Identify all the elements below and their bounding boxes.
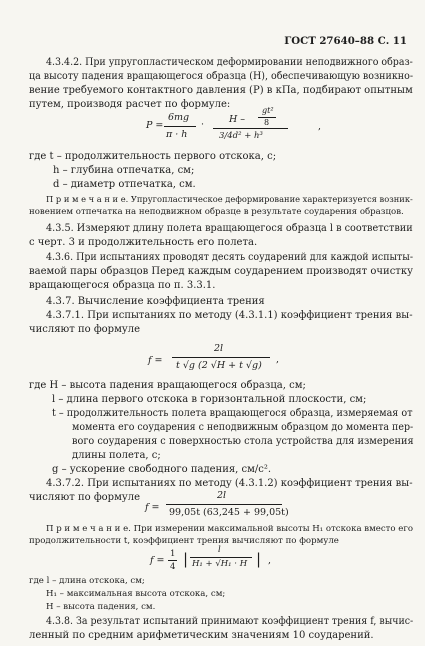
page-header: ГОСТ 27640–88 С. 11	[284, 35, 407, 47]
definition-line: H – высота падения, см.	[46, 602, 156, 612]
text-line: 4.3.6. При испытаниях проводят десять соударений для каждой испыты-	[46, 252, 414, 263]
definition-line: момента его соударения с неподвижным образцом до момента пер-	[72, 422, 414, 433]
text-line: 4.3.8. За результат испытаний принимают коэффициент трения f, вычис-	[46, 616, 414, 627]
text-line: вращающегося образца по п. 3.3.1.	[29, 280, 216, 291]
text-line: вение требуемого контактного давления (P) в кПа, подбирают опытным	[29, 85, 413, 96]
definition-line: t – продолжительность полета вращающегося образца, измеряемая от	[52, 408, 413, 419]
definition-line: где t – продолжительность первого отскока, с;	[29, 151, 277, 162]
definition-line: H₁ – максимальная высота отскока, см;	[46, 589, 226, 599]
section-title: 4.3.7. Вычисление коэффициента трения	[46, 296, 265, 307]
document-page: ГОСТ 27640–88 С. 11 4.3.4.2. При упругопластическом деформировании неподвижного образ- ца высоту падения вращающегося образца (H), обеспечивающую возникно- вение требуемого контактного давления (P) в кПа, подбирают опытным путем, производя расчет по формуле: P = 6mg π · h · H – gt² 8 3/4d² + h³ , где t – продолжительность первого отскока, с; h – глубина отпечатка, см; d – диаметр отпечатка, см. П р и м е ч а н и е. Упругопластическое деформирование характеризуется возник- новением отпечатка на неподвижном образце в результате соударения образцов. 4.3.5. Измеряют длину полета вращающегося образца l в соответствии с черт. 3 и продолжительность его полета. 4.3.6. При испытаниях проводят десять соударений для каждой испыты- ваемой пары образцов Перед каждым соударением производят очистку вращающегося образца по п. 3.3.1. 4.3.7. Вычисление коэффициента трения 4.3.7.1. При испытаниях по методу (4.3.1.1) коэффициент трения вы- числяют по формуле f = 2l t √g (2 √H + t √g) , где H – высота падения вращающегося образца, см; l – длина первого отскока в горизонтальной плоскости, см; t – продолжительность полета вращающегося образца, измеряемая от момента его соударения с неподвижным образцом до момента пер- вого соударения с поверхностью стола устройства для измерения длины полета, с; g – ускорение свободного падения, см/с². 4.3.7.2. При испытаниях по методу (4.3.1.2) коэффициент трения вы- числяют по формуле f = 2l 99,05t (63,245 + 99,05t) П р и м е ч а н и е. При измерении максимальной высоты H₁ отскока вместо его продолжительности t, коэффициент трения вычисляют по формуле f = 1 4 | l H₁ + √H₁ · H | , где l – длина отскока, см; H₁ – максимальная высота отскока, см; H – высота падения, см. 4.3.8. За результат испытаний принимают коэффициент трения f, вычис- ленный по средним арифметическим значениям 10 соударений.	[29, 35, 414, 641]
text-line: ленный по средним арифметическим значениям 10 соударений.	[29, 630, 374, 641]
text-line: числяют по формуле	[29, 324, 141, 335]
note-line: П р и м е ч а н и е. Упругопластическое деформирование характеризуется возник-	[46, 195, 413, 205]
text-line: путем, производя расчет по формуле:	[29, 99, 231, 110]
note-line: П р и м е ч а н и е. При измерении максимальной высоты H₁ отскока вместо его	[46, 524, 413, 534]
definition-line: d – диаметр отпечатка, см.	[53, 179, 196, 190]
definition-line: где H – высота падения вращающегося образца, см;	[29, 380, 306, 391]
text-line: ца высоту падения вращающегося образца (H), обеспечивающую возникно-	[29, 71, 414, 82]
note-line: новением отпечатка на неподвижном образце в результате соударения образцов.	[29, 207, 404, 217]
text-line: 4.3.7.1. При испытаниях по методу (4.3.1.1) коэффициент трения вы-	[46, 310, 413, 321]
definition-line: l – длина первого отскока в горизонтальной плоскости, см;	[52, 394, 367, 405]
text-line: с черт. 3 и продолжительность его полета.	[29, 237, 258, 248]
text-line: 4.3.4.2. При упругопластическом деформировании неподвижного образ-	[46, 57, 413, 68]
text-line: 4.3.7.2. При испытаниях по методу (4.3.1.2) коэффициент трения вы-	[46, 478, 413, 489]
text-line: ваемой пары образцов Перед каждым соударением производят очистку	[29, 266, 413, 277]
text-line: числяют по формуле	[29, 492, 141, 503]
note-line: продолжительности t, коэффициент трения вычисляют по формуле	[29, 536, 339, 546]
definition-line: вого соударения с поверхностью стола устройства для измерения	[72, 436, 414, 447]
text-line: 4.3.5. Измеряют длину полета вращающегося образца l в соответствии	[46, 223, 413, 234]
definition-line: где l – длина отскока, см;	[29, 576, 145, 586]
definition-line: длины полета, с;	[72, 450, 161, 461]
definition-line: g – ускорение свободного падения, см/с².	[52, 464, 272, 475]
definition-line: h – глубина отпечатка, см;	[53, 165, 195, 176]
